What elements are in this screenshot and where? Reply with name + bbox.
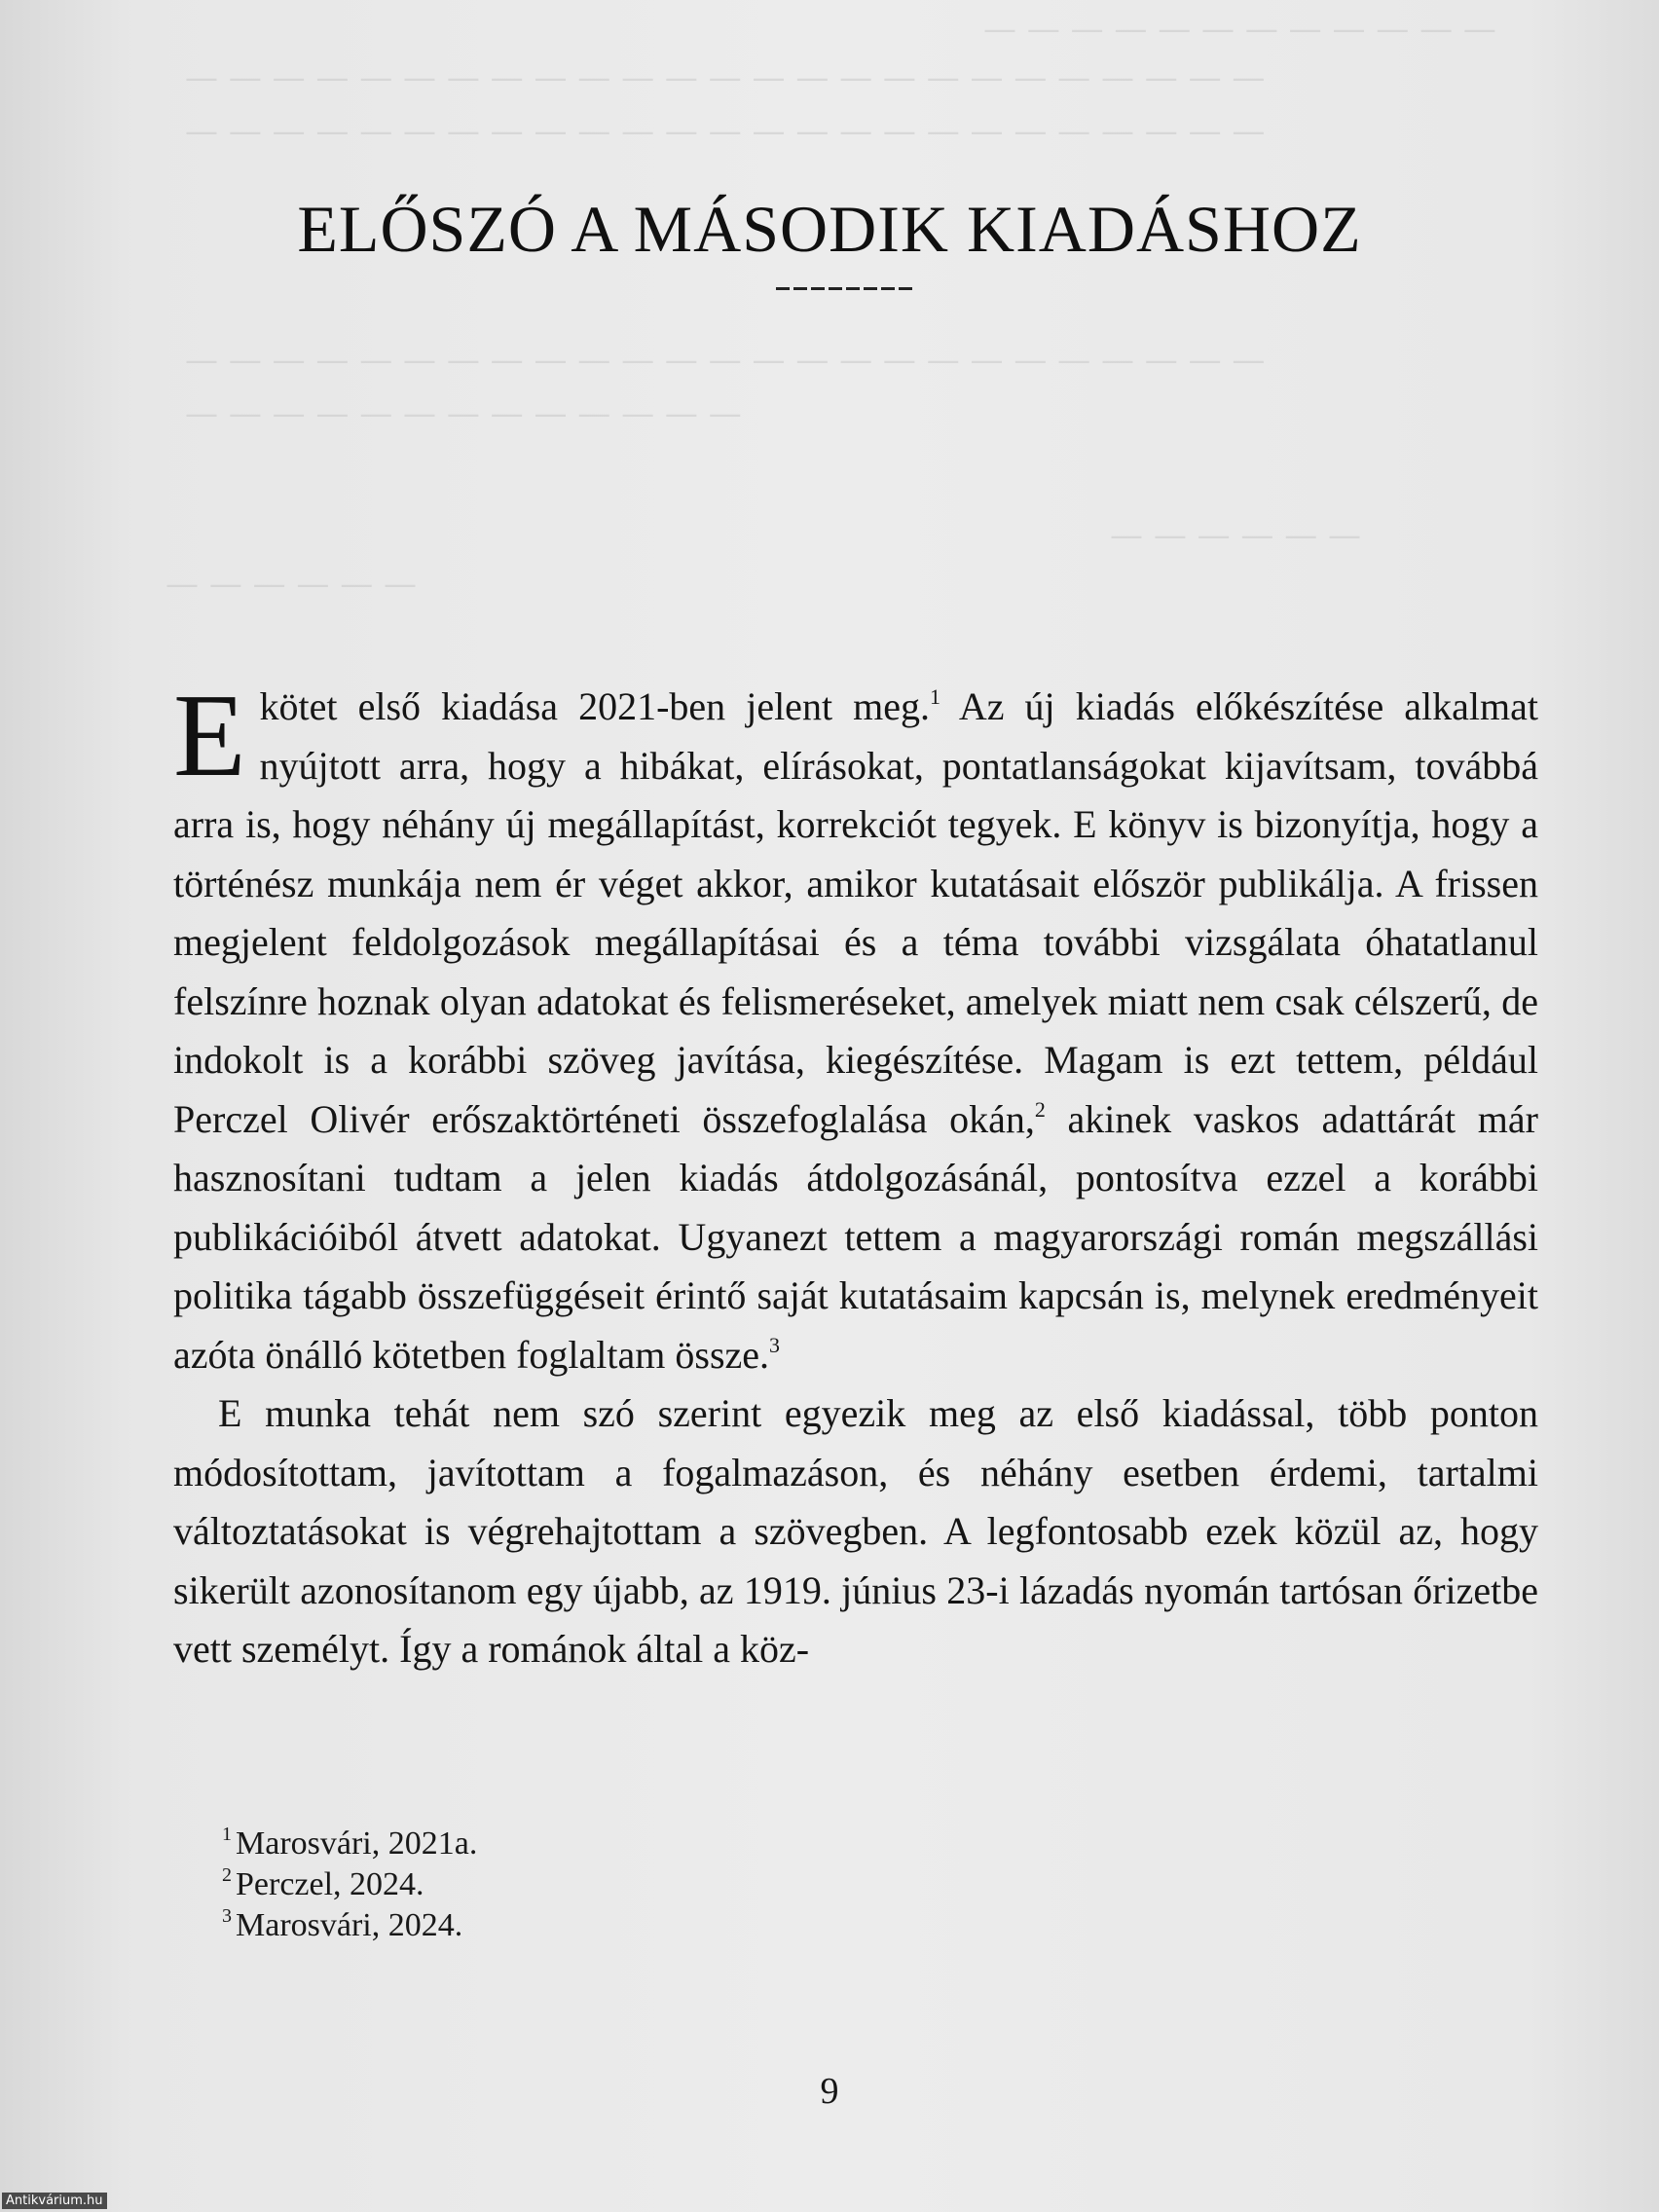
- footnote-ref-3[interactable]: 3: [769, 1332, 781, 1357]
- footnote-ref-2[interactable]: 2: [1034, 1096, 1046, 1122]
- show-through-decoration: — — — — — —: [166, 565, 418, 604]
- show-through-decoration: — — — — — — — — — — — —: [983, 10, 1496, 49]
- show-through-decoration: — — — — — — — — — — — — — — — — — — — — — — — — —: [185, 341, 1266, 380]
- show-through-decoration: — — — — — — — — — — — — —: [185, 394, 742, 433]
- show-through-decoration: — — — — — — — — — — — — — — — — — — — — — — — — —: [185, 58, 1266, 97]
- footnote-number: 3: [222, 1905, 232, 1927]
- paragraph-1: [173, 670, 1538, 1384]
- drop-cap: E: [173, 670, 246, 801]
- watermark-label: Antikvárium.hu: [2, 2193, 107, 2209]
- show-through-decoration: — — — — — —: [1110, 516, 1362, 555]
- body-text: [173, 670, 1538, 1679]
- footnote-number: 1: [222, 1824, 232, 1845]
- footnote-number: 2: [222, 1864, 232, 1886]
- show-through-decoration: — — — — — — — — — — — — — — — — — — — — — — — — —: [185, 112, 1266, 151]
- footnote-item: [222, 1905, 477, 1946]
- paragraph-1-part-c: akinek vaskos adattárát már hasznosítani tudtam a jelen kiadás átdolgozásánál, pontosítva ezzel a korábbi publikációiból átvett adatokat. Ugyanezt tettem a magyarországi román megszállási politika tágabb összefüggéseit érintő saját kutatásaim kapcsán is, melynek eredményeit azóta önálló kötetben foglaltam össze.: [173, 1096, 1538, 1377]
- footnote-text: Perczel, 2024.: [236, 1866, 424, 1902]
- chapter-title: ELŐSZÓ A MÁSODIK KIADÁSHOZ: [297, 192, 1362, 266]
- paragraph-1-part-b: Az új kiadás előkészítése alkalmat nyújtott arra, hogy a hibákat, elírásokat, pontatlanságokat kijavítsam, továbbá arra is, hogy néhány új megállapítást, korrekciót tegyek. E könyv is bizonyítja, hogy a történész munkája nem ér véget akkor, amikor kutatásait először publikálja. A frissen megjelent feldolgozások megállapításai és a téma további vizsgálata óhatatlanul felszínre hoznak olyan adatokat és felismeréseket, amelyek miatt nem csak célszerű, de indokolt is a korábbi szöveg javítása, kiegészítése. Magam is ezt tettem, például Perczel Olivér erőszaktörténeti összefoglalása okán,: [173, 684, 1538, 1141]
- footnote-item: [222, 1824, 477, 1864]
- page-number: 9: [820, 2071, 839, 2112]
- footnote-item: [222, 1864, 477, 1905]
- paragraph-1-part-a: kötet első kiadása 2021-ben jelent meg.: [259, 684, 930, 728]
- title-underline: [776, 287, 916, 290]
- footnote-ref-1[interactable]: 1: [929, 684, 940, 709]
- paragraph-2: E munka tehát nem szó szerint egyezik meg az első kiadással, több ponton módosítottam, javítottam a fogalmazáson, és néhány esetben érdemi, tartalmi változtatásokat is végrehajtottam a szövegben. A legfontosabb ezek közül az, hogy sikerült azonosítanom egy újabb, az 1919. június 23-i lázadás nyomán tartósan őrizetbe vett személyt. Így a románok által a köz-: [173, 1391, 1538, 1671]
- footnote-text: Marosvári, 2024.: [236, 1907, 463, 1943]
- footnotes: [222, 1824, 477, 1946]
- footnote-text: Marosvári, 2021a.: [236, 1825, 478, 1862]
